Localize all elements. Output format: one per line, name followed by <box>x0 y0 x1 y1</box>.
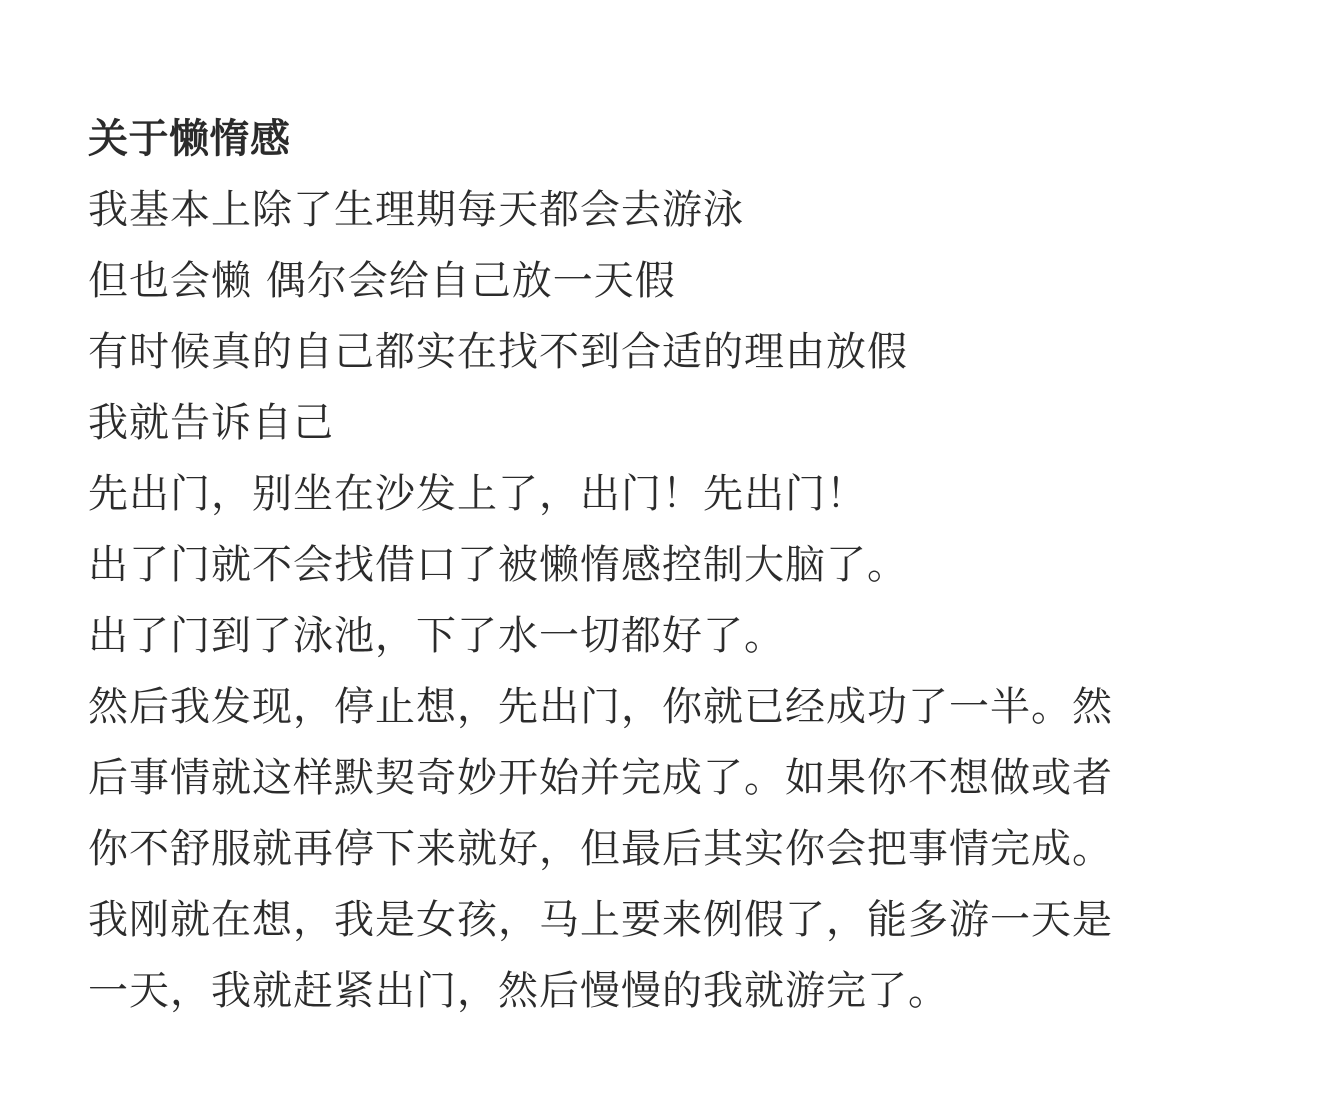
text-line: 有时候真的自己都实在找不到合适的理由放假 <box>88 329 908 375</box>
text-line: 先出门，别坐在沙发上了，出门！先出门！ <box>88 471 867 517</box>
text-line: 我刚就在想，我是女孩，马上要来例假了，能多游一天是 <box>88 897 1113 943</box>
post-title: 关于懒惰感 <box>88 116 291 162</box>
text-line: 我就告诉自己 <box>88 400 334 446</box>
text-line: 我基本上除了生理期每天都会去游泳 <box>88 187 744 233</box>
text-line: 一天，我就赶紧出门，然后慢慢的我就游完了。 <box>88 968 949 1014</box>
text-line: 后事情就这样默契奇妙开始并完成了。如果你不想做或者 <box>88 755 1113 801</box>
text-line: 出了门到了泳池，下了水一切都好了。 <box>88 613 785 659</box>
text-line: 然后我发现，停止想，先出门，你就已经成功了一半。然 <box>88 684 1113 730</box>
text-line: 出了门就不会找借口了被懒惰感控制大脑了。 <box>88 542 908 588</box>
text-line: 你不舒服就再停下来就好，但最后其实你会把事情完成。 <box>88 826 1113 872</box>
post-body <box>88 104 1238 1027</box>
text-line: 但也会懒 偶尔会给自己放一天假 <box>88 258 676 304</box>
